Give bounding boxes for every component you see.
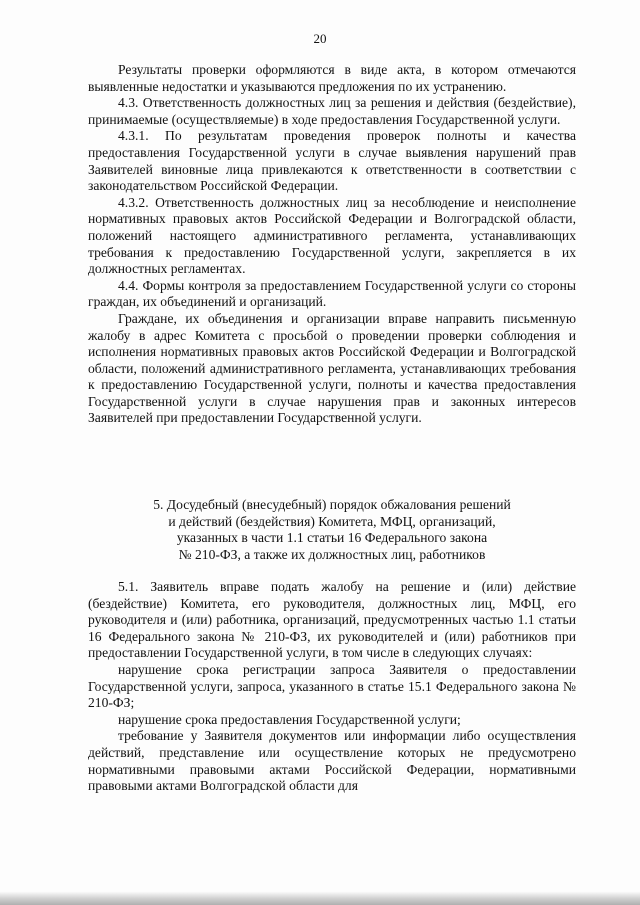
- body-text-bottom: [88, 579, 576, 795]
- section-heading-line: 5. Досудебный (внесудебный) порядок обжалования решений: [153, 497, 511, 512]
- paragraph-citizens-complaint: Граждане, их объединения и организации вправе направить письменную жалобу в адрес Комитета с просьбой о проведении проверки соблюдения и исполнения нормативных правовых актов Российской Федерации и Волгоградской области, положений административного регламента, устанавливающих требования к предоставлению Государственной услуги, полноты и качества предоставления Государственной услуги в случае нарушения прав и законных интересов Заявителей при предоставлении Государственной услуги.: [88, 310, 576, 426]
- paragraph-5-1: 5.1. Заявитель вправе подать жалобу на решение и (или) действие (бездействие) Комитета, его руководителя, должностных лиц, МФЦ, его руководителя и (или) работника, организаций, предусмотренных частью 1.1 статьи 16 Федерального закона № 210-ФЗ, их руководителей и (или) работников при предоставлении Государственной услуги, в том числе в следующих случаях:: [88, 579, 576, 661]
- list-item-document-requirement: требование у Заявителя документов или информации либо осуществления действий, представление или осуществление которых не предусмотрено нормативными правовыми актами Российской Федерации, нормативными правовыми актами Волгоградской области для: [88, 728, 576, 794]
- body-text-top: [88, 62, 576, 427]
- list-item-registration-deadline: нарушение срока регистрации запроса Заявителя о предоставлении Государственной услуги, запроса, указанного в статье 15.1 Федерального закона № 210-ФЗ;: [88, 661, 576, 711]
- paragraph-act-results: Результаты проверки оформляются в виде акта, в котором отмечаются выявленные недостатки и указываются предложения по их устранению.: [88, 62, 576, 94]
- section-heading-line: указанных в части 1.1 статьи 16 Федерального закона: [176, 530, 488, 546]
- section-5-heading: [88, 497, 576, 563]
- scan-bottom-edge: [0, 891, 640, 905]
- paragraph-4-3-1: 4.3.1. По результатам проведения проверок полноты и качества предоставления Государственной услуги в случае выявления нарушений прав Заявителей виновные лица привлекаются к ответственности в соответствии с законодательством Российской Федерации.: [88, 128, 576, 194]
- section-heading-line: и действий (бездействия) Комитета, МФЦ, организаций,: [168, 513, 496, 529]
- paragraph-4-3: 4.3. Ответственность должностных лиц за решения и действия (бездействие), принимаемые (осуществляемые) в ходе предоставления Государственной услуги.: [88, 95, 576, 127]
- paragraph-4-3-2: 4.3.2. Ответственность должностных лиц за несоблюдение и неисполнение нормативных правовых актов Российской Федерации и Волгоградской области, положений настоящего административного регламента, устанавливающих требования к предоставлению Государственной услуги, закрепляется в их должностных регламентах.: [88, 194, 576, 277]
- page-number: 20: [313, 31, 327, 46]
- section-heading-line: № 210-ФЗ, а также их должностных лиц, работников: [178, 546, 486, 562]
- list-item-service-deadline: нарушение срока предоставления Государственной услуги;: [118, 711, 461, 727]
- paragraph-4-4: 4.4. Формы контроля за предоставлением Государственной услуги со стороны граждан, их объединений и организаций.: [88, 277, 576, 310]
